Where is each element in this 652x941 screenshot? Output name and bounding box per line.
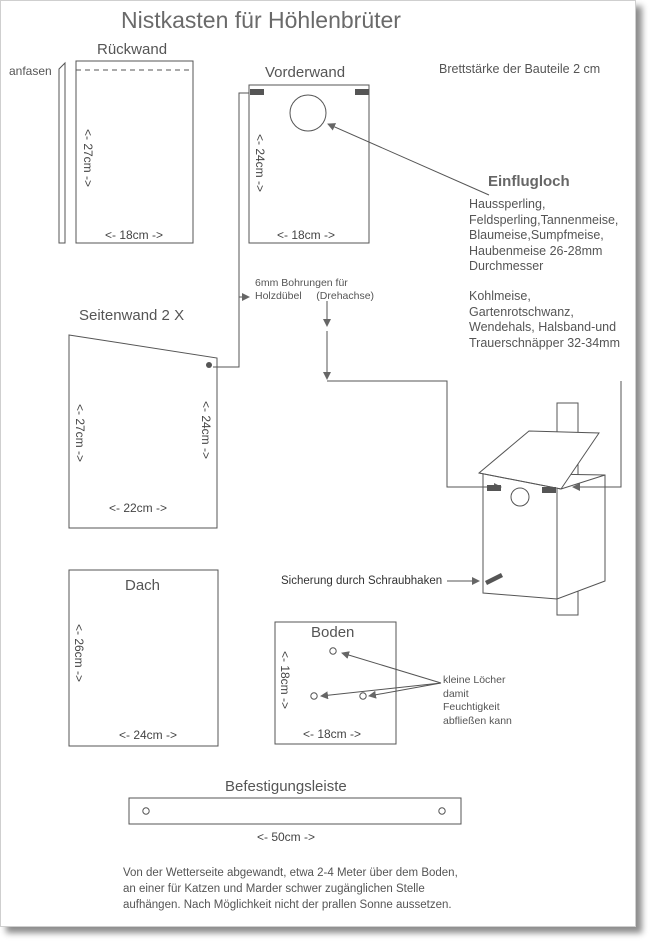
rueckwand-label: Rückwand: [97, 41, 168, 58]
boden-height-dim: <- 18cm ->: [278, 651, 292, 710]
dach-width-dim: <- 24cm ->: [119, 728, 178, 742]
leiste-hole-right: [439, 808, 445, 814]
einflugloch-heading: Einflugloch: [488, 173, 570, 190]
boden-width-dim: <- 18cm ->: [303, 727, 362, 741]
seitenwand-dowel-hole: [206, 362, 212, 368]
page-title: Nistkasten für Höhlenbrüter: [121, 7, 401, 33]
mounting-instructions: Von der Wetterseite abgewandt, etwa 2-4 Meter über dem Boden, an einer für Katzen und Marder schwer zugänglichen Stelle aufhängen. Nach Möglichkeit nicht der prallen Sonne aussetzen.: [123, 867, 458, 911]
rueckwand-width-dim: <- 18cm ->: [105, 228, 164, 242]
vorderwand-width-dim: <- 18cm ->: [277, 228, 336, 242]
rueckwand-height-dim: <- 27cm ->: [81, 129, 95, 188]
seitenwand-width-dim: <- 22cm ->: [109, 501, 168, 515]
leiste-label: Befestigungsleiste: [225, 778, 347, 795]
seitenwand-right-height-dim: <- 24cm ->: [199, 401, 213, 460]
vorderwand-dowel-right: [355, 89, 369, 95]
leiste-board: [129, 798, 461, 824]
vorderwand-label: Vorderwand: [265, 64, 346, 81]
dowel-holes-note: 6mm Bohrungen für Holzdübel (Drehachse): [255, 277, 375, 302]
box-hinge-left: [487, 485, 501, 491]
boden-hole-right: [360, 693, 366, 699]
leiste-hole-left: [143, 808, 149, 814]
vorderwand-entrance-hole: [290, 95, 326, 131]
leiste-width-dim: <- 50cm ->: [257, 830, 316, 844]
boden-label: Boden: [311, 624, 355, 641]
dach-label: Dach: [125, 577, 161, 594]
einflugloch-group-small: Haussperling, Feldsperling,Tannenmeise, Blaumeise,Sumpfmeise, Haubenmeise 26-28mm Durchmesser: [469, 197, 619, 273]
board-thickness-note: Brettstärke der Bauteile 2 cm: [439, 62, 601, 76]
screw-hook-note: Sicherung durch Schraubhaken: [281, 575, 443, 587]
seitenwand-board: [69, 335, 217, 528]
box-hinge-right: [542, 487, 556, 493]
dowel-connector-line: [213, 93, 249, 367]
seitenwand-label: Seitenwand 2 X: [79, 307, 185, 324]
vorderwand-dowel-left: [250, 89, 264, 95]
vorderwand-height-dim: <- 24cm ->: [253, 134, 267, 193]
rueckwand-chamfer-profile: [59, 63, 65, 243]
dach-height-dim: <- 26cm ->: [72, 624, 86, 683]
rueckwand-chamfer-note: anfasen: [9, 64, 52, 78]
vorderwand-board: [249, 85, 369, 243]
boden-hole-left: [311, 693, 317, 699]
seitenwand-left-height-dim: <- 27cm ->: [73, 404, 87, 463]
boden-hole-top: [330, 648, 336, 654]
dach-board: [69, 570, 218, 746]
einflugloch-group-large: Kohlmeise, Gartenrotschwanz, Wendehals, Halsband-und Trauerschnäpper 32-34mm: [469, 289, 620, 350]
drain-holes-note: kleine Löcher damit Feuchtigkeit abfließen kann: [443, 674, 512, 727]
